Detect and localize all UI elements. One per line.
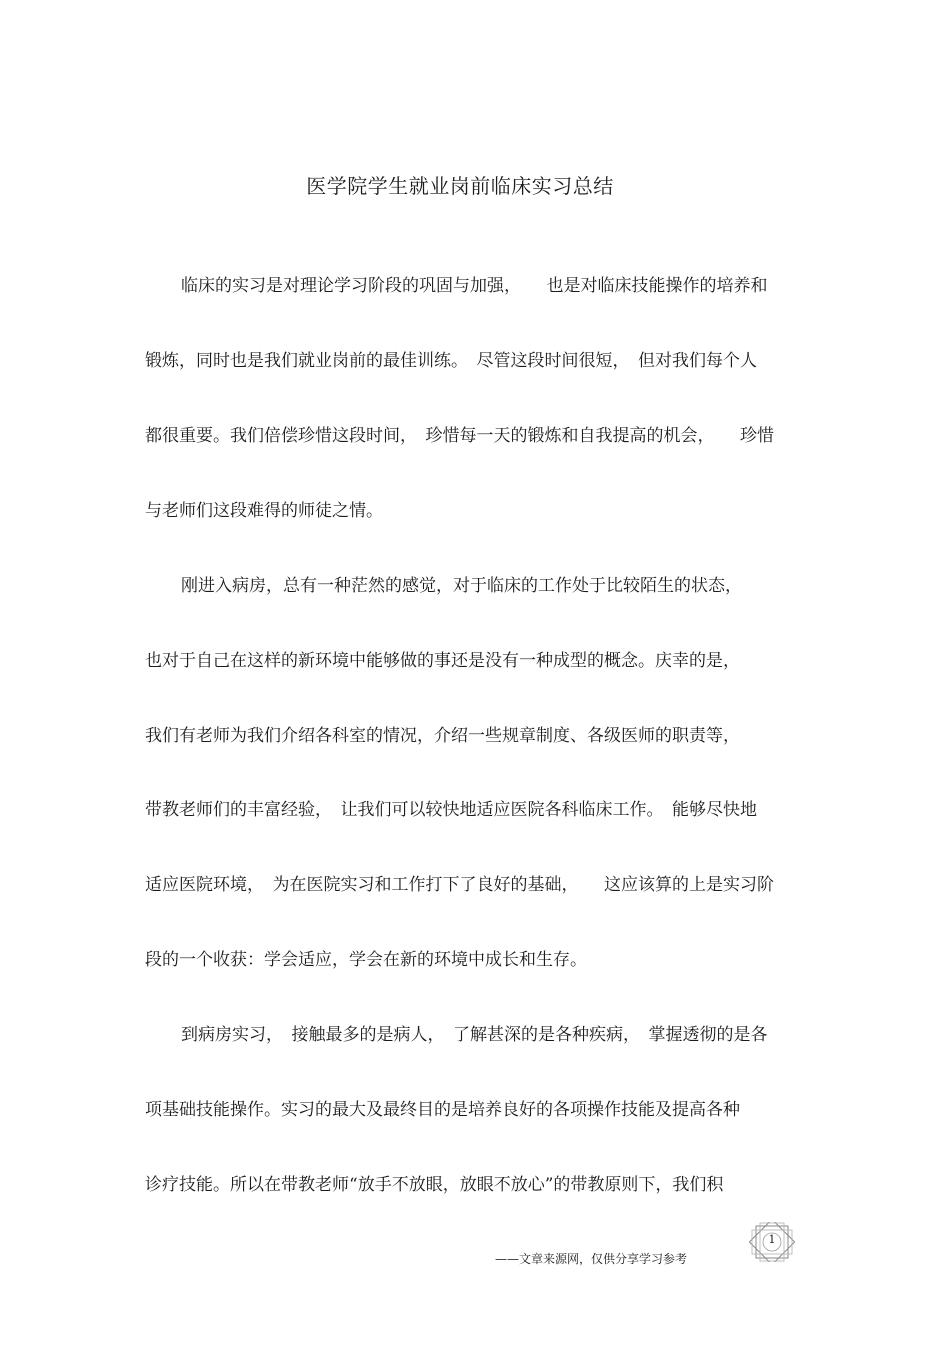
paragraph-3-line-2: 项基础技能操作。实习的最大及最终目的是培养良好的各项操作技能及提高各种 [145,1100,740,1120]
paragraph-1-line-1: 临床的实习是对理论学习阶段的巩固与加强， 也是对临床技能操作的培养和 [181,276,768,296]
paragraph-2-line-5: 适应医院环境， 为在医院实习和工作打下了良好的基础， 这应该算的上是实习阶 [145,875,774,895]
paragraph-1-line-2: 锻炼，同时也是我们就业岗前的最佳训练。 尽管这段时间很短， 但对我们每个人 [145,351,757,371]
paragraph-2-line-4: 带教老师们的丰富经验， 让我们可以较快地适应医院各科临床工作。 能够尽快地 [145,800,757,820]
paragraph-3-line-3: 诊疗技能。所以在带教老师“放手不放眼，放眼不放心”的带教原则下，我们积 [145,1175,724,1195]
page-number: 1 [768,1233,776,1246]
paragraph-2-line-3: 我们有老师为我们介绍各科室的情况，介绍一些规章制度、各级医师的职责等， [145,726,740,746]
paragraph-2-line-2: 也对于自己在这样的新环境中能够做的事还是没有一种成型的概念。庆幸的是， [145,651,740,671]
paragraph-2-line-6: 段的一个收获：学会适应，学会在新的环境中成长和生存。 [145,950,587,970]
paragraph-2-line-1: 刚进入病房，总有一种茫然的感觉，对于临床的工作处于比较陌生的状态， [181,576,742,596]
paragraph-3-line-1: 到病房实习， 接触最多的是病人， 了解甚深的是各种疾病， 掌握透彻的是各 [181,1025,768,1045]
document-title: 医学院学生就业岗前临床实习总结 [306,174,614,198]
footer-source-note: ——文章来源网，仅供分享学习参考 [495,1252,688,1266]
paragraph-1-line-3: 都很重要。我们倍偿珍惜这段时间， 珍惜每一天的锻炼和自我提高的机会， 珍惜 [145,426,774,446]
paragraph-1-line-4: 与老师们这段难得的师徒之情。 [145,501,383,521]
